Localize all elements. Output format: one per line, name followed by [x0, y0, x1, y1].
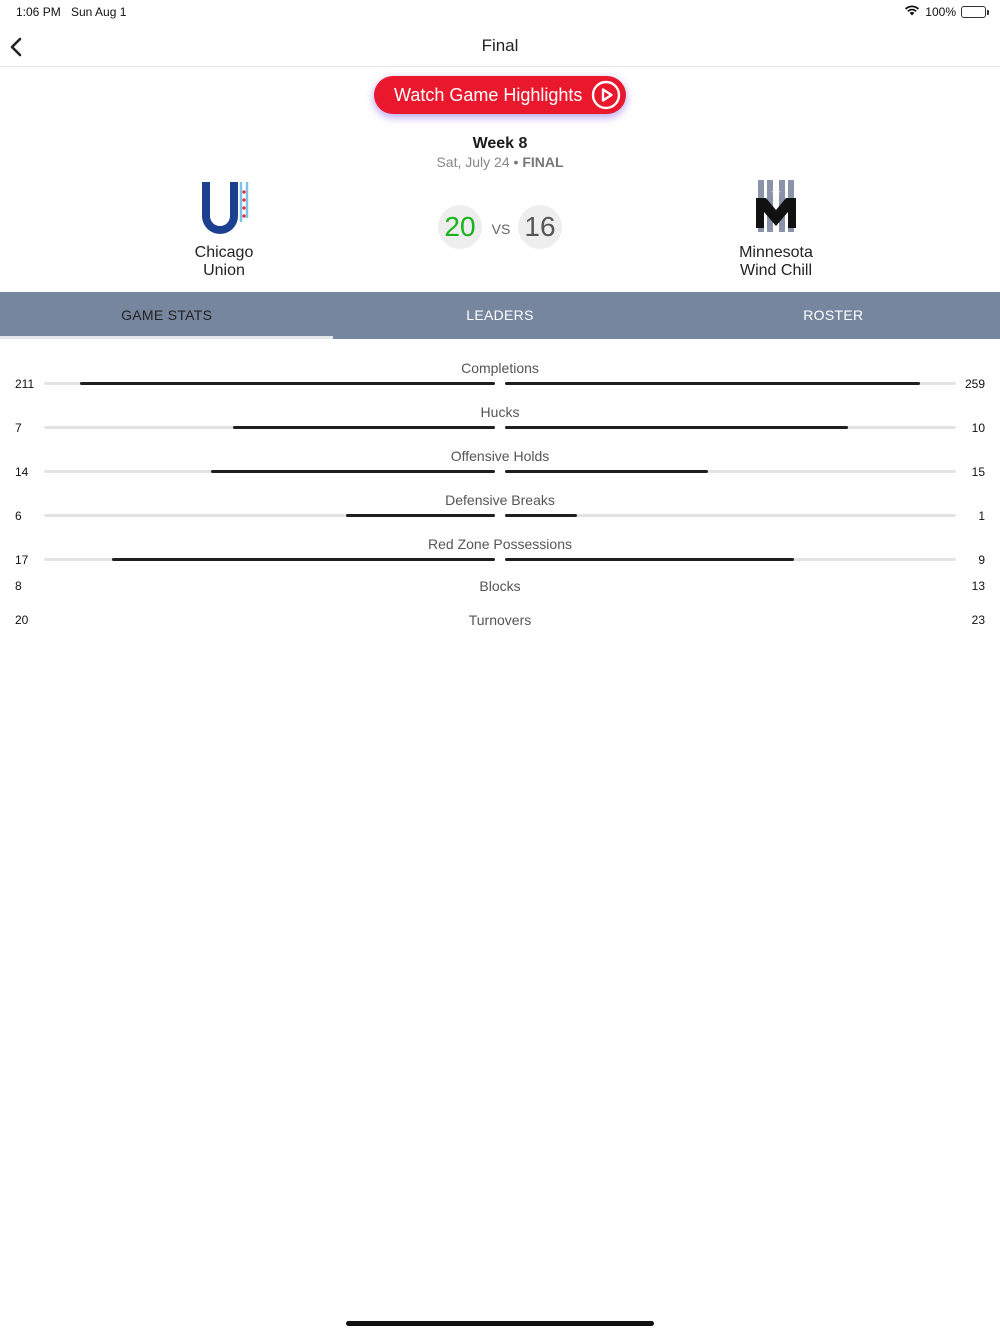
home-stat-fill [211, 470, 495, 473]
battery-icon [961, 6, 986, 18]
away-stat-value: 1 [978, 509, 985, 523]
stat-row-red-zone-possessions [0, 522, 1000, 566]
status-bar [0, 0, 1000, 24]
away-stat-value: 15 [971, 465, 985, 479]
away-stat-bar [505, 426, 956, 429]
away-stat-fill [505, 426, 848, 429]
home-stat-value: 14 [15, 465, 29, 479]
play-icon [591, 80, 621, 110]
away-stat-fill [505, 470, 708, 473]
tab-bar [0, 292, 1000, 339]
status-date: Sun Aug 1 [71, 5, 127, 19]
stat-label: Hucks [480, 404, 520, 420]
stat-row-completions [0, 346, 1000, 390]
stat-label: Red Zone Possessions [428, 536, 572, 552]
vs-label: VS [491, 221, 511, 237]
stat-row-turnovers [0, 612, 1000, 632]
home-stat-fill [233, 426, 495, 429]
away-stat-value: 13 [971, 579, 985, 593]
highlights-label: Watch Game Highlights [394, 85, 583, 105]
away-stat-bar [505, 558, 956, 561]
stat-label: Blocks [479, 578, 521, 594]
stat-label: Completions [461, 360, 539, 376]
away-team[interactable] [676, 178, 876, 280]
minnesota-wind-chill-logo [746, 178, 806, 238]
away-stat-value: 9 [978, 553, 985, 567]
away-stat-value: 259 [964, 377, 985, 391]
game-status: FINAL [522, 154, 564, 170]
wifi-icon [904, 4, 920, 19]
stat-label: Offensive Holds [450, 448, 550, 464]
away-stat-value: 23 [971, 613, 985, 627]
away-stat-fill [505, 514, 577, 517]
page-title: Final [481, 36, 519, 55]
away-stat-fill [505, 382, 920, 385]
nav-bar [0, 24, 1000, 67]
week-label: Week 8 [472, 135, 528, 152]
away-team-name-line2: Wind Chill [739, 262, 812, 279]
away-stat-value: 10 [971, 421, 985, 435]
status-time: 1:06 PM [16, 5, 61, 19]
tab-leaders[interactable]: LEADERS [466, 307, 534, 323]
stat-row-defensive-breaks [0, 478, 1000, 522]
home-stat-value: 20 [15, 613, 29, 627]
home-stat-bar [44, 426, 495, 429]
tab-roster[interactable]: ROSTER [803, 307, 864, 323]
home-stat-value: 8 [15, 579, 22, 593]
status-indicators [904, 4, 986, 19]
away-stat-bar [505, 470, 956, 473]
stat-label: Turnovers [468, 612, 532, 628]
home-stat-bar [44, 514, 495, 517]
date-separator: • [513, 154, 519, 170]
home-stat-value: 6 [15, 509, 22, 523]
watch-highlights-button[interactable] [374, 76, 626, 114]
away-stat-bar [505, 514, 956, 517]
chicago-union-logo [194, 178, 254, 238]
home-stat-value: 7 [15, 421, 22, 435]
stat-label: Defensive Breaks [445, 492, 555, 508]
home-stat-fill [80, 382, 495, 385]
home-indicator[interactable] [346, 1321, 654, 1326]
home-stat-bar [44, 558, 495, 561]
battery-percent: 100% [925, 4, 956, 19]
game-date: Sat, July 24 [436, 154, 510, 170]
home-stat-value: 211 [15, 377, 35, 391]
away-score: 16 [518, 205, 562, 249]
home-stat-bar [44, 470, 495, 473]
home-team[interactable] [124, 178, 324, 280]
home-stat-fill [346, 514, 495, 517]
home-team-name-line2: Union [203, 262, 245, 279]
game-date-line [0, 154, 1000, 170]
away-stat-bar [505, 382, 956, 385]
home-stat-bar [44, 382, 495, 385]
home-score: 20 [438, 205, 482, 249]
stat-row-offensive-holds [0, 434, 1000, 478]
stat-row-blocks [0, 578, 1000, 598]
away-team-name-line1: Minnesota [739, 244, 813, 261]
away-stat-fill [505, 558, 794, 561]
tab-game-stats[interactable]: GAME STATS [0, 292, 333, 339]
stat-row-hucks [0, 390, 1000, 434]
home-team-name-line1: Chicago [194, 244, 254, 261]
home-stat-value: 17 [15, 553, 29, 567]
home-stat-fill [112, 558, 495, 561]
